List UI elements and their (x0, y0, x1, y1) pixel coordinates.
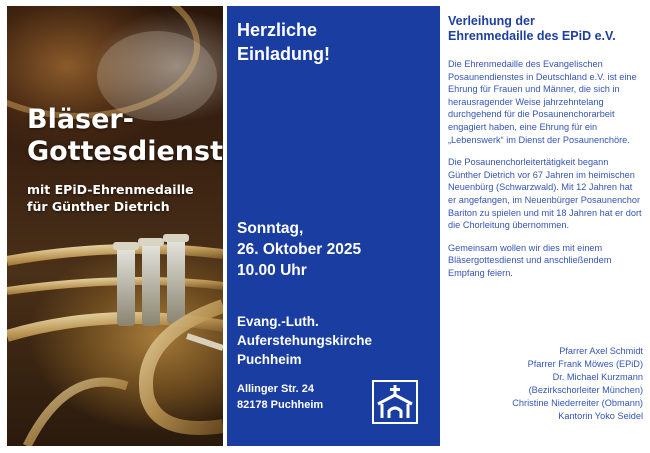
address-city: 82178 Puchheim (237, 399, 324, 411)
event-address (237, 381, 323, 413)
event-time: 10.00 Uhr (237, 262, 307, 279)
event-venue (237, 312, 372, 369)
award-paragraph-2: Die Posaunenchorleitertätigkeit begann Günther Dietrich vor 67 Jahren im heimischen Neuenbürg (Schwarzwald). Mit 12 Jahren hat er angefangen, im Neuenbürger Posaunenchor Bariton zu spielen und mit 18 Jahren hat er dort die Chorleitung übernommen. (448, 157, 642, 231)
address-street: Allinger Str. 24 (237, 383, 315, 395)
poster-title (27, 104, 222, 168)
award-paragraph-3: Gemeinsam wollen wir dies mit einem Bläsergottesdienst und anschließendem Empfang feiern. (448, 242, 612, 278)
poster-photo (7, 6, 223, 446)
poster-title-line2: Gottesdienst (27, 136, 223, 167)
venue-line1: Evang.-Luth. (237, 314, 319, 329)
invitation-heading (237, 18, 330, 66)
award-heading-line2: Ehrenmedaille des EPiD e.V. (448, 29, 616, 43)
signature-line: Pfarrer Frank Möwes (EPiD) (527, 359, 643, 369)
award-paragraph-1: Die Ehrenmedaille des Evangelischen Posaunendienstes in Deutschland e.V. ist eine Ehrung für Frauen und Männer, die sich in herausragender Weise jahrzehntelang durchgehend für die Posaunenchorarbeit engagiert haben, eine Ehrung für ein „Lebenswerk“ im Dienst der Posaunenchöre. (448, 59, 637, 145)
award-description (448, 14, 643, 280)
poster-title-line1: Bläser- (27, 104, 134, 135)
signatures (443, 345, 643, 423)
event-date (237, 218, 361, 281)
trumpet-illustration (7, 6, 223, 446)
signature-line: Christine Niederreiter (Obmann) (512, 398, 643, 408)
invitation-line2: Einladung! (237, 44, 330, 64)
signature-line: Dr. Michael Kurzmann (552, 372, 643, 382)
signature-line: (Bezirkschorleiter München) (528, 385, 643, 395)
invitation-line1: Herzliche (237, 20, 318, 40)
poster-subtitle-line1: mit EPiD-Ehrenmedaille (27, 182, 194, 197)
poster-subtitle-line2: für Günther Dietrich (27, 199, 170, 214)
award-heading-line1: Verleihung der (448, 14, 535, 28)
poster-subtitle (27, 181, 223, 215)
event-panel (227, 6, 440, 446)
venue-line2: Auferstehungskirche (237, 333, 373, 348)
signature-line: Pfarrer Axel Schmidt (559, 346, 643, 356)
venue-line3: Puchheim (237, 352, 302, 367)
event-day: Sonntag, (237, 220, 304, 237)
signature-line: Kantorin Yoko Seidel (558, 411, 643, 421)
event-date-text: 26. Oktober 2025 (237, 241, 362, 258)
church-logo-icon (372, 380, 418, 424)
award-heading (448, 14, 643, 44)
